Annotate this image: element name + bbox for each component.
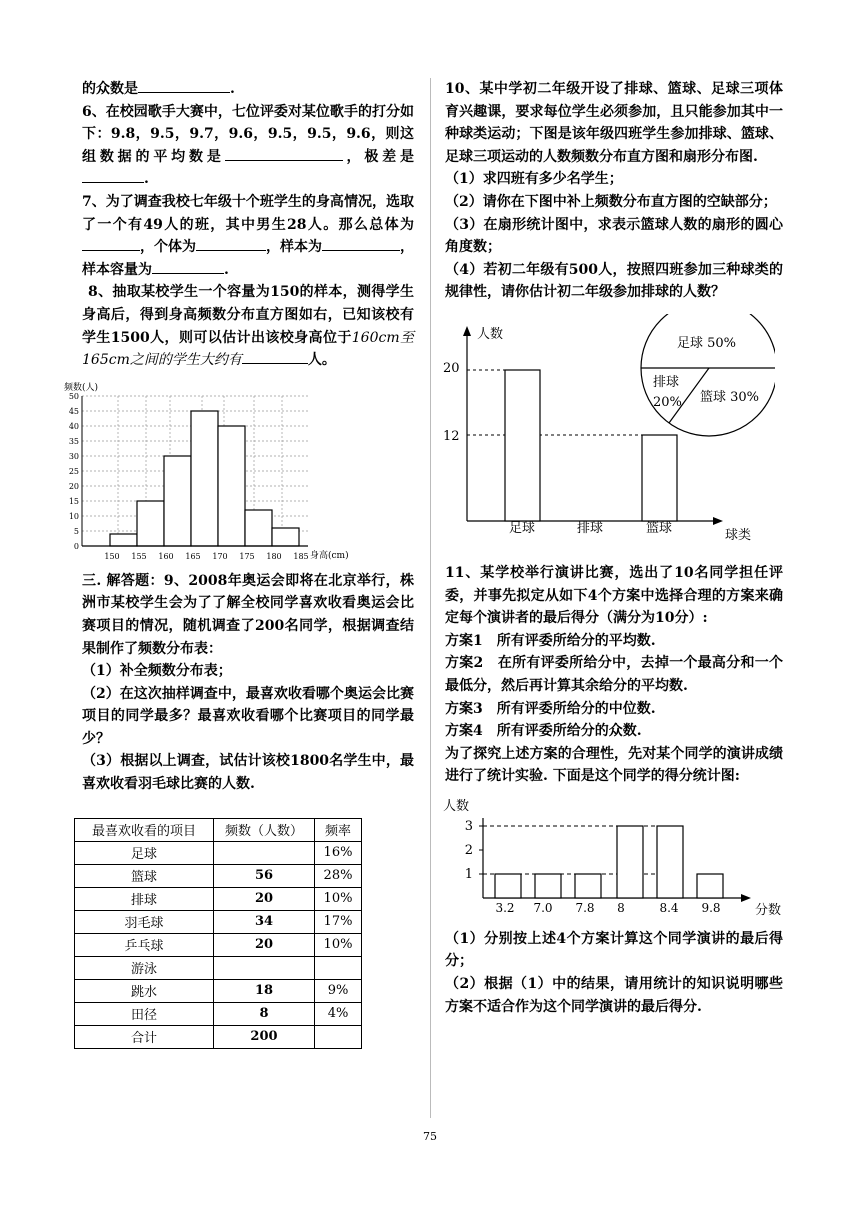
table-cell: 4%: [315, 1002, 362, 1025]
hist-ytick-label: 40: [68, 421, 79, 431]
q9-part-3: （3）根据以上调查，试估计该校1800名学生中，最喜欢收看羽毛球比赛的人数.: [82, 753, 414, 793]
table-row: [75, 1025, 362, 1048]
score-ytick-label: 2: [464, 842, 473, 858]
table-header: 频数（人数）: [214, 818, 315, 841]
hist-ytick-label: 10: [68, 511, 79, 521]
answer-blank[interactable]: [152, 259, 224, 274]
hist-xtick-label: 185: [293, 551, 309, 561]
hist-ytick-label: 35: [68, 436, 79, 446]
q11-part-2: （2）根据（1）中的结果，请用统计的知识说明哪些方案不适合作为这个同学演讲的最后得分.: [445, 976, 783, 1015]
score-guides: [483, 826, 683, 874]
score-ylabel: 人数: [443, 798, 470, 814]
score-bar: [697, 874, 723, 898]
question-6: 6、在校园歌手大赛中，七位评委对某位歌手的打分如下：9.8，9.5，9.7，9.6，9.5，9.5，9.6，则这组数据的平均数是 ，极差是.: [82, 103, 415, 188]
question-9: 三. 解答题：9、2008年奥运会即将在北京举行，株洲市某校学生会为了了解全校同学喜欢收看奥运会比赛项目的情况，随机调查了200名同学，根据调查结果制作了频数分布表：: [82, 572, 414, 657]
score-bar: [495, 874, 521, 898]
pie-label-football: 足球 50%: [677, 335, 737, 351]
ball-y-arrow: [463, 326, 471, 336]
table-cell: 游泳: [75, 956, 214, 979]
score-bar: [617, 826, 643, 898]
q10-part-1: （1）求四班有多少名学生；: [445, 171, 623, 188]
score-ytick-label: 1: [464, 866, 473, 882]
hist-xtick-label: 175: [239, 551, 255, 561]
table-cell: 10%: [315, 887, 362, 910]
table-cell: 20: [214, 933, 315, 956]
answer-blank[interactable]: [82, 168, 144, 183]
hist-bar: [245, 510, 272, 546]
ball-charts: [435, 314, 775, 546]
score-xtick-label: 7.8: [575, 900, 595, 915]
question-7: 7、为了调查我校七年级十个班学生的身高情况，选取了一个有49人的班，其中男生28人。那么总体为，个体为 ，样本为 ，样本容量为 .: [82, 193, 414, 278]
q11-part-1: （1）分别按上述4个方案计算这个同学演讲的最后得分；: [445, 930, 783, 970]
ball-pie-chart: [641, 314, 775, 436]
q11-intro-2: 为了探究上述方案的合理性，先对某个同学的演讲成绩进行了统计实验. 下面是这个同学的得分统计图:: [445, 745, 783, 785]
score-ytick-label: 3: [464, 818, 473, 834]
hist-xlabel: 身高(cm): [310, 550, 349, 561]
q9-part-2: （2）在这次抽样调查中，最喜欢收看哪个奥运会比赛项目的同学最多？最喜欢收看哪个比赛项目的同学最少？: [82, 685, 414, 747]
table-cell: 田径: [75, 1002, 214, 1025]
answer-blank[interactable]: [196, 236, 266, 251]
answer-blank[interactable]: [225, 146, 343, 161]
table-cell: 28%: [315, 864, 362, 887]
q9-part-1: （1）补全频数分布表；: [82, 663, 232, 680]
hist-ytick-label: 45: [68, 406, 79, 416]
table-cell: 足球: [75, 841, 214, 864]
hist-bar: [137, 501, 164, 546]
hist-bar: [110, 534, 137, 546]
table-header: 频率: [315, 818, 362, 841]
table-cell: 18: [214, 979, 315, 1002]
answer-blank[interactable]: [82, 236, 140, 251]
table-row: [75, 910, 362, 933]
hist-xtick-label: 165: [185, 551, 201, 561]
hist-bars: [110, 411, 299, 546]
ball-x-arrow: [713, 517, 723, 525]
score-bar: [575, 874, 601, 898]
ball-ytick-12: 12: [443, 428, 460, 444]
ball-ytick-20: 20: [443, 360, 460, 376]
table-row: [75, 933, 362, 956]
answer-blank[interactable]: [322, 236, 400, 251]
q11-plan-4: 方案4 所有评委所给分的众数.: [445, 723, 642, 740]
height-histogram: [60, 376, 350, 568]
score-x-arrow: [741, 894, 751, 902]
score-xlabel: 分数: [755, 902, 782, 918]
question-8: 8、抽取某校学生一个容量为150的样本，测得学生身高后，得到身高频数分布直方图如右，已知该校有学生1500人，则可以估计出该校身高位于160cm至165cm之间的学生大约有 人。: [82, 284, 415, 369]
table-row: [75, 864, 362, 887]
score-chart: [443, 790, 783, 922]
answer-blank[interactable]: [242, 349, 308, 364]
table-cell: 20: [214, 887, 315, 910]
column-divider: [430, 78, 431, 1118]
hist-bar: [164, 456, 191, 546]
hist-yticks: [69, 392, 79, 551]
q10-part-3: （3）在扇形统计图中，求表示篮球人数的扇形的圆心角度数；: [445, 216, 783, 256]
table-row: [75, 979, 362, 1002]
table-cell: 篮球: [75, 864, 214, 887]
q10-part-4: （4）若初二年级有500人，按照四班参加三种球类的规律性，请你估计初二年级参加排球的人数？: [445, 261, 783, 301]
hist-ytick-label: 30: [68, 451, 79, 461]
table-cell: 乒乓球: [75, 933, 214, 956]
hist-ytick-label: 20: [68, 481, 79, 491]
hist-ytick-label: 50: [68, 391, 79, 401]
pie-label-volleyball: 排球: [653, 374, 680, 390]
hist-ytick-label: 25: [68, 466, 79, 476]
table-cell: 200: [214, 1025, 315, 1048]
hist-bar: [191, 411, 218, 546]
score-bar: [535, 874, 561, 898]
q5-tail: 的众数是 .: [82, 78, 414, 101]
table-row: [75, 956, 362, 979]
ball-xlabel: 球类: [725, 527, 752, 543]
hist-ylabel: 频数(人): [64, 382, 99, 393]
right-column: [445, 78, 783, 1018]
hist-ytick-label: 0: [73, 541, 79, 551]
table-row: [75, 1002, 362, 1025]
ball-cat-basketball: 篮球: [646, 520, 673, 536]
score-xtick-label: 7.0: [533, 900, 553, 915]
page-number: 75: [423, 1130, 437, 1143]
hist-xtick-label: 160: [158, 551, 174, 561]
table-cell[interactable]: [315, 956, 362, 979]
q11-plan-2: 方案2 在所有评委所给分中，去掉一个最高分和一个最低分，然后再计算其余给分的平均数.: [445, 655, 783, 694]
q10-part-2: （2）请你在下图中补上频数分布直方图的空缺部分；: [445, 193, 777, 210]
pie-label-volleyball-pct: 20%: [653, 394, 682, 410]
hist-bar: [272, 528, 299, 546]
hist-xtick-label: 180: [266, 551, 282, 561]
score-bars: [495, 826, 723, 898]
table-cell[interactable]: [315, 1025, 362, 1048]
table-cell: 10%: [315, 933, 362, 956]
left-column: [64, 78, 415, 1049]
ball-ylabel: 人数: [477, 326, 504, 342]
table-cell[interactable]: [214, 841, 315, 864]
hist-xtick-label: 170: [212, 551, 228, 561]
hist-bar: [218, 426, 245, 546]
pie-label-basketball: 篮球 30%: [700, 389, 760, 405]
hist-ytick-label: 5: [73, 526, 79, 536]
frequency-table: [74, 818, 362, 1049]
hist-xticks: [104, 552, 308, 561]
q11-plan-3: 方案3 所有评委所给分的中位数.: [445, 700, 656, 717]
hist-ytick-label: 15: [68, 496, 79, 506]
table-header: 最喜欢收看的项目: [75, 818, 214, 841]
table-cell: 17%: [315, 910, 362, 933]
score-bar: [657, 826, 683, 898]
table-cell: 跳水: [75, 979, 214, 1002]
table-cell: 合计: [75, 1025, 214, 1048]
table-row: [75, 887, 362, 910]
ball-cat-volleyball: 排球: [577, 520, 604, 536]
score-xtick-label: 9.8: [701, 900, 721, 915]
table-header-row: [75, 818, 362, 841]
bar-basketball: [642, 435, 677, 521]
question-11: 11、某学校举行演讲比赛，选出了10名同学担任评委，并事先拟定从如下4个方案中选择合理的方案来确定每个演讲者的最后得分（满分为10分）:: [445, 564, 783, 627]
score-xtick-label: 8.4: [659, 900, 679, 915]
hist-xtick-label: 150: [104, 551, 120, 561]
table-row: [75, 841, 362, 864]
table-cell: 排球: [75, 887, 214, 910]
score-yticks: [465, 819, 483, 882]
score-xticks: [495, 901, 720, 915]
table-cell[interactable]: [214, 956, 315, 979]
table-cell: 羽毛球: [75, 910, 214, 933]
table-cell: 56: [214, 864, 315, 887]
score-xtick-label: 8: [617, 900, 625, 915]
answer-blank[interactable]: [138, 78, 230, 93]
score-xtick-label: 3.2: [495, 900, 515, 915]
table-cell: 34: [214, 910, 315, 933]
table-cell: 8: [214, 1002, 315, 1025]
table-cell: 9%: [315, 979, 362, 1002]
table-cell: 16%: [315, 841, 362, 864]
ball-cat-football: 足球: [509, 520, 536, 536]
hist-xtick-label: 155: [131, 551, 147, 561]
question-10: 10、某中学初二年级开设了排球、篮球、足球三项体育兴趣课，要求每位学生必须参加，且只能参加其中一种球类运动；下图是该年级四班学生参加排球、篮球、足球三项运动的人数频数分布直方图和扇形分布图.: [445, 81, 783, 165]
bar-football: [505, 370, 540, 521]
q11-plan-1: 方案1 所有评委所给分的平均数.: [445, 632, 656, 649]
